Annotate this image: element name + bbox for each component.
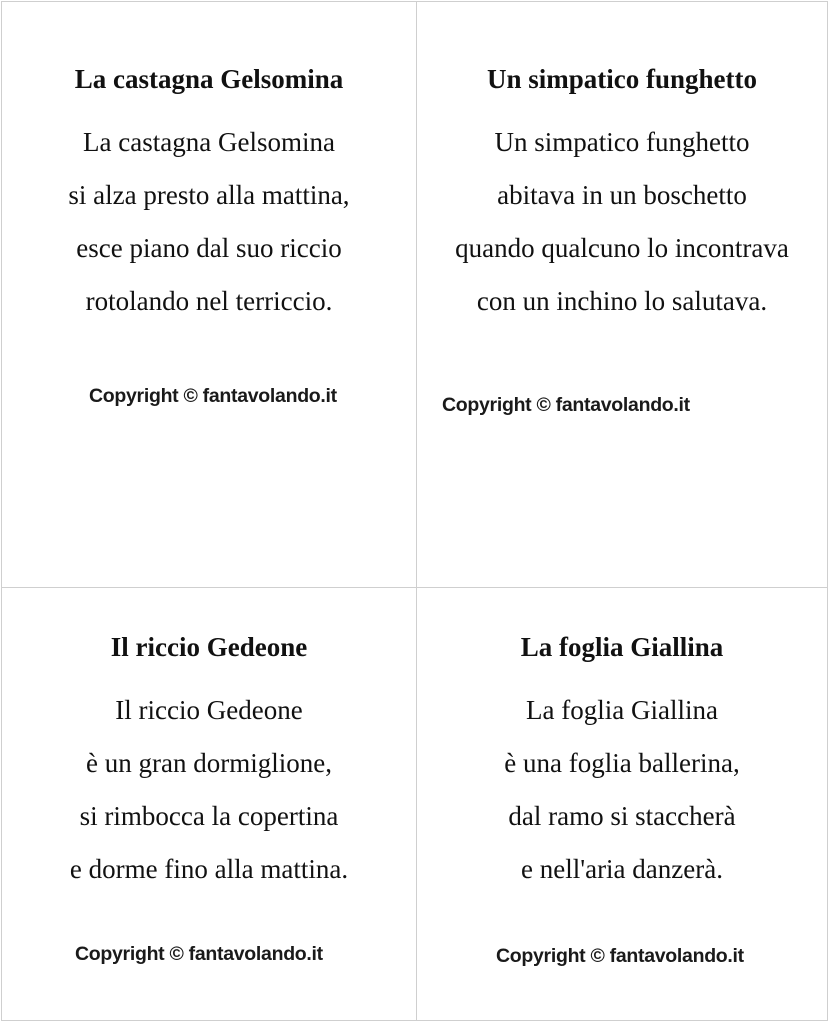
poem-line: si rimbocca la copertina (79, 801, 339, 831)
copyright-notice: Copyright © fantavolando.it (75, 943, 323, 965)
copyright-notice: Copyright © fantavolando.it (496, 945, 744, 967)
poem-line: Un simpatico funghetto (494, 127, 750, 157)
poem-line: rotolando nel terriccio. (85, 286, 333, 316)
poem-line: quando qualcuno lo incontrava (455, 233, 789, 263)
poem-title: Il riccio Gedeone (110, 632, 308, 662)
poem (2, 632, 416, 896)
poem-title: Un simpatico funghetto (486, 64, 757, 94)
poem-verses (417, 116, 827, 328)
poem-card-foglia (417, 588, 827, 1020)
poem-line: e nell'aria danzerà. (521, 854, 723, 884)
poem-line: è una foglia ballerina, (504, 748, 740, 778)
copyright-notice: Copyright © fantavolando.it (442, 394, 690, 416)
copyright-notice: Copyright © fantavolando.it (89, 385, 337, 407)
poem-card-funghetto (417, 2, 827, 588)
poem-verses (417, 684, 827, 896)
poem-card-riccio (2, 588, 417, 1020)
poem-line: dal ramo si staccherà (508, 801, 736, 831)
poem-title: La castagna Gelsomina (74, 64, 344, 94)
poem-verses (2, 684, 416, 896)
poem-line: La castagna Gelsomina (83, 127, 335, 157)
poem-line: esce piano dal suo riccio (76, 233, 342, 263)
poem (417, 632, 827, 896)
poem-line: si alza presto alla mattina, (68, 180, 350, 210)
poem-line: abitava in un boschetto (497, 180, 747, 210)
poem-line: con un inchino lo salutava. (476, 286, 768, 316)
card-sheet (1, 1, 828, 1021)
poem-title: La foglia Giallina (520, 632, 724, 662)
poem-verses (2, 116, 416, 328)
poem-line: e dorme fino alla mattina. (69, 854, 349, 884)
poem (417, 64, 827, 328)
poem-line: Il riccio Gedeone (115, 695, 303, 725)
poem-line: La foglia Giallina (526, 695, 718, 725)
poem-card-castagna (2, 2, 417, 588)
poem (2, 64, 416, 328)
poem-line: è un gran dormiglione, (86, 748, 332, 778)
